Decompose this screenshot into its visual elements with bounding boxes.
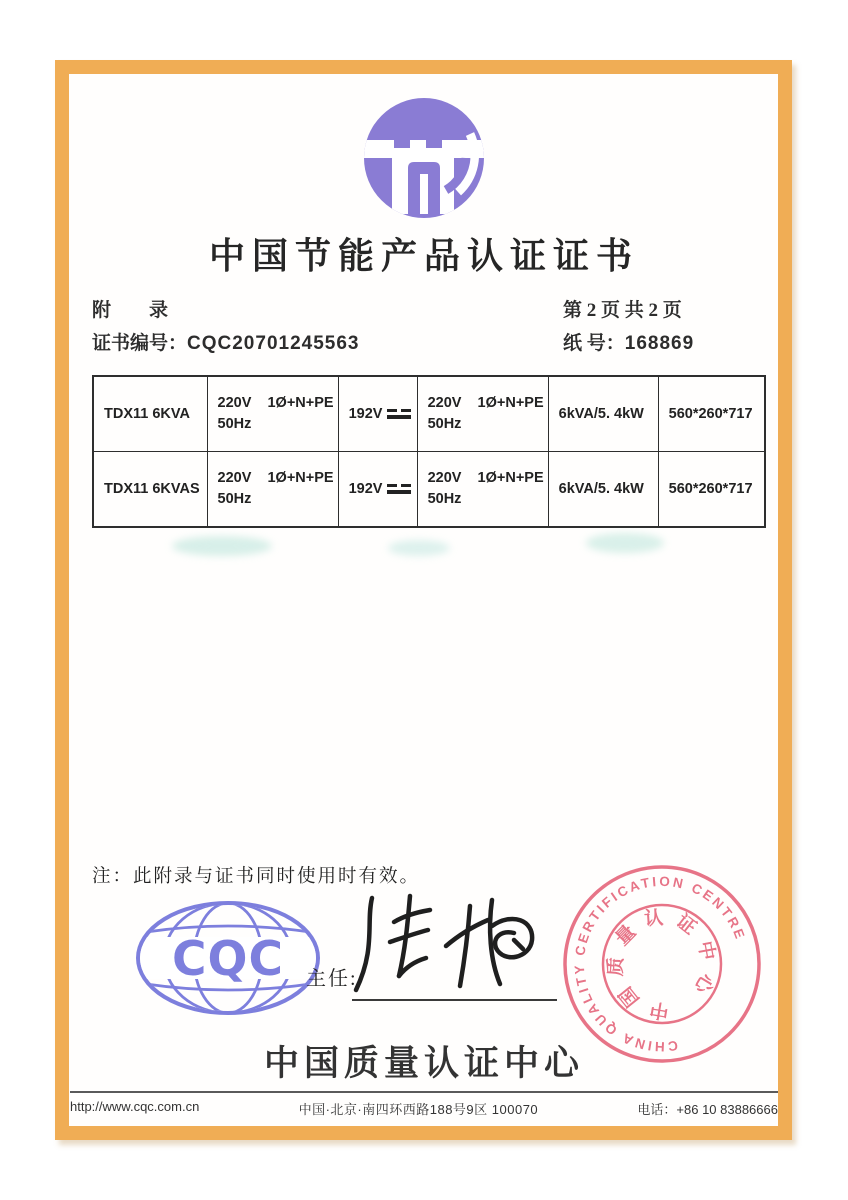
issuer-name: 中国质量认证中心: [263, 1044, 584, 1083]
certificate-title: 中国节能产品认证证书: [208, 235, 639, 276]
dc-current-icon: [387, 484, 411, 495]
input-cell: [207, 376, 338, 452]
footer-address: 中国·北京·南四环西路188号9区 100070: [298, 1102, 539, 1117]
scan-smudge: [172, 536, 272, 556]
input-voltage: 220V 1Ø+N+PE: [217, 395, 334, 411]
product-spec-table: [92, 375, 766, 528]
dimensions-cell: 560*260*717: [658, 452, 765, 528]
output-frequency: 50Hz: [427, 416, 462, 432]
stamp-inner-text: 中国质量认证中心: [605, 907, 720, 1022]
dc-cell: [338, 452, 417, 528]
director-signature: [342, 888, 572, 1000]
table-row: [93, 452, 765, 528]
scan-smudge: [586, 533, 664, 553]
certificate-number-label: 证书编号：: [92, 333, 188, 354]
footer: [70, 1099, 778, 1118]
cqc-globe-logo-icon: [132, 900, 324, 1018]
paper-number-value: 168869: [624, 333, 695, 354]
dc-voltage: 192V: [348, 406, 383, 422]
model-cell: TDX11 6KVAS: [93, 452, 207, 528]
model-cell: TDX11 6KVA: [93, 376, 207, 452]
scan-smudge: [388, 540, 450, 556]
capacity-cell: 6kVA/5. 4kW: [548, 452, 658, 528]
footer-phone: 电话：+86 10 83886666: [637, 1102, 778, 1117]
paper-number-label: 纸 号：: [563, 333, 625, 354]
input-cell: [207, 452, 338, 528]
capacity-cell: 6kVA/5. 4kW: [548, 376, 658, 452]
output-frequency: 50Hz: [427, 491, 462, 507]
dc-cell: [338, 376, 417, 452]
output-cell: [417, 376, 548, 452]
stamp-outer-text: CHINA QUALITY CERTIFICATION CENTRE: [571, 873, 749, 1055]
director-label: 主任:: [306, 968, 358, 990]
dc-current-icon: [387, 409, 411, 420]
output-voltage: 220V 1Ø+N+PE: [427, 470, 544, 486]
dimensions-cell: 560*260*717: [658, 376, 765, 452]
input-voltage: 220V 1Ø+N+PE: [217, 470, 334, 486]
paper-number: [563, 328, 694, 355]
validity-note: 注：此附录与证书同时使用时有效。: [92, 867, 421, 887]
footer-divider: [70, 1091, 778, 1093]
output-cell: [417, 452, 548, 528]
input-frequency: 50Hz: [217, 491, 252, 507]
appendix-label: 附 录: [92, 300, 169, 321]
dc-voltage: 192V: [348, 481, 383, 497]
cqc-logo-text: CQC: [172, 932, 284, 987]
output-voltage: 220V 1Ø+N+PE: [427, 395, 544, 411]
input-frequency: 50Hz: [217, 416, 252, 432]
energy-saving-emblem-icon: [362, 94, 486, 222]
table-row: [93, 376, 765, 452]
certificate-number: [92, 328, 359, 355]
footer-url: http://www.cqc.com.cn: [70, 1099, 200, 1114]
certificate-number-value: CQC20701245563: [187, 333, 360, 354]
page-info: 第 2 页 共 2 页: [563, 300, 682, 321]
